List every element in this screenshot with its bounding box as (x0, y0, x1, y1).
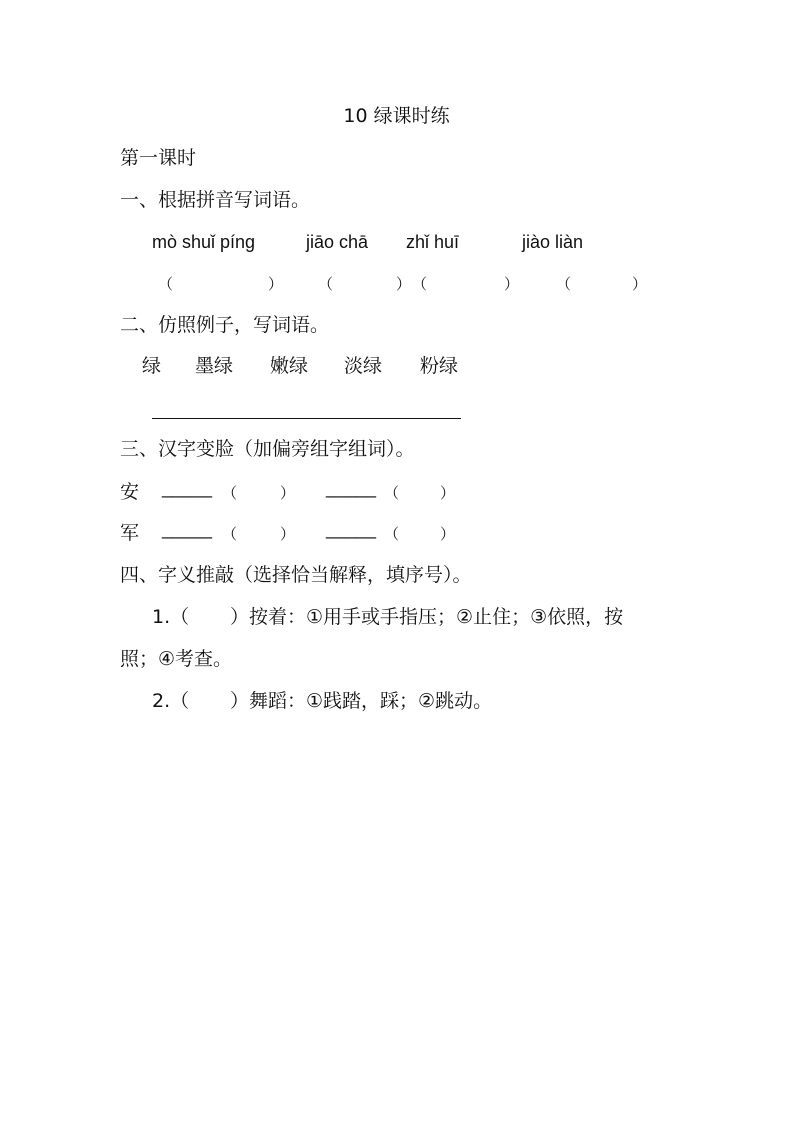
answer-paren-close-4: ） (632, 275, 648, 293)
answer-paren-open-2: （ (318, 275, 334, 293)
q3-paren-close-2: ） (440, 484, 456, 502)
q2-heading: 二、仿照例子，写词语。 (120, 314, 330, 336)
q4-item1-continued: 照；④考查。 (120, 648, 233, 670)
q3-blank-2: _____ (326, 478, 377, 498)
answer-paren-close-3: ） (504, 275, 520, 293)
answer-line (152, 418, 461, 419)
q3-paren-open-3: （ (222, 525, 238, 543)
q3-paren-open-4: （ (384, 525, 400, 543)
lesson-label: 第一课时 (120, 147, 197, 169)
q3-char-jun: 军 (120, 522, 140, 544)
q3-char-an: 安 (120, 481, 140, 503)
q1-heading: 一、根据拼音写词语。 (120, 189, 311, 211)
answer-paren-close-2: ） (396, 275, 412, 293)
example-word-3: 嫩绿 (270, 355, 309, 377)
q4-item1-number: 1.（ (152, 606, 190, 628)
q3-blank-3: _____ (162, 519, 213, 539)
pinyin-4: jiào liàn (522, 232, 584, 252)
pinyin-3: zhǐ huī (406, 232, 460, 252)
q3-paren-open-1: （ (222, 484, 238, 502)
q3-paren-close-3: ） (280, 525, 296, 543)
pinyin-2: jiāo chā (306, 232, 369, 252)
example-word-2: 墨绿 (195, 355, 234, 377)
q3-paren-close-1: ） (280, 484, 296, 502)
example-word-1: 绿 (142, 355, 162, 377)
answer-paren-open-1: （ (158, 275, 174, 293)
q4-item2-text: ）舞蹈：①践踏，踩；②跳动。 (230, 690, 493, 712)
q3-blank-1: _____ (162, 478, 213, 498)
q4-item2-number: 2.（ (152, 690, 190, 712)
pinyin-1: mò shuǐ pínɡ (152, 232, 256, 252)
page-title: 10 绿课时练 (343, 105, 450, 127)
example-word-4: 淡绿 (344, 355, 383, 377)
q4-item1-text: ）按着：①用手或手指压；②止住；③依照，按 (230, 606, 624, 628)
answer-paren-open-4: （ (556, 275, 572, 293)
q3-paren-open-2: （ (384, 484, 400, 502)
q3-paren-close-4: ） (440, 525, 456, 543)
answer-paren-open-3: （ (412, 275, 428, 293)
q3-heading: 三、汉字变脸（加偏旁组字组词）。 (120, 438, 415, 460)
example-word-5: 粉绿 (420, 355, 459, 377)
q3-blank-4: _____ (326, 519, 377, 539)
q4-heading: 四、字义推敲（选择恰当解释，填序号）。 (120, 564, 472, 586)
answer-paren-close-1: ） (268, 275, 284, 293)
